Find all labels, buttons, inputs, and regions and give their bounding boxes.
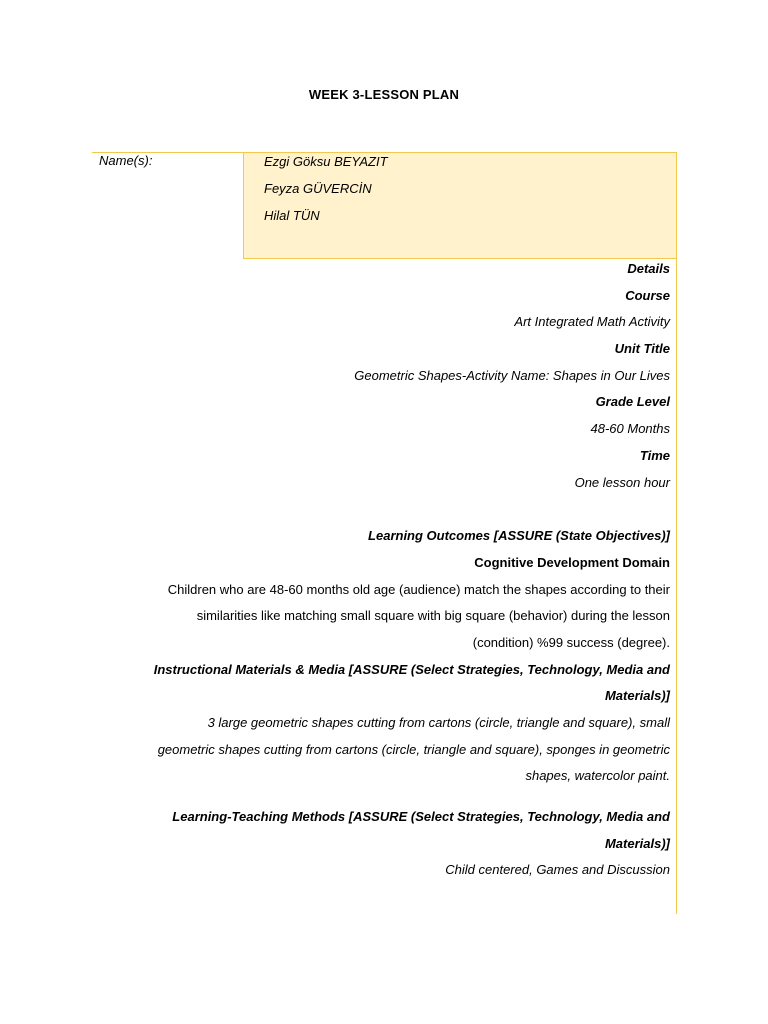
name-item: Ezgi Göksu BEYAZIT (264, 154, 388, 169)
name-item: Feyza GÜVERCİN (264, 181, 372, 196)
details-heading: Details (627, 261, 670, 276)
materials-line: geometric shapes cutting from cartons (circle, triangle and square), sponges in geometric (157, 741, 670, 757)
methods-value: Child centered, Games and Discussion (445, 862, 670, 878)
materials-heading-line: Instructional Materials & Media [ASSURE (Select Strategies, Technology, Media and (153, 661, 670, 677)
name-item: Hilal TÜN (264, 208, 320, 223)
spacer (100, 499, 670, 526)
objective-line: Children who are 48-60 months old age (audience) match the shapes according to their (167, 581, 670, 597)
cognitive-domain-heading: Cognitive Development Domain (474, 554, 670, 570)
names-cell (243, 152, 677, 259)
objective-line: (condition) %99 success (degree). (472, 634, 670, 650)
materials-line: 3 large geometric shapes cutting from cartons (circle, triangle and square), small (207, 715, 670, 730)
document-title: WEEK 3-LESSON PLAN (308, 87, 460, 102)
names-label: Name(s): (99, 153, 153, 168)
grade-level-label: Grade Level (595, 394, 670, 410)
names-label-cell (92, 152, 242, 259)
materials-line: shapes, watercolor paint. (525, 768, 670, 784)
grade-level-value: 48-60 Months (590, 421, 670, 437)
time-label: Time (639, 447, 670, 463)
materials-heading-line: Materials)] (604, 688, 670, 704)
unit-title-label: Unit Title (614, 341, 670, 357)
course-value: Art Integrated Math Activity (514, 314, 670, 330)
time-value: One lesson hour (574, 474, 670, 490)
course-label: Course (625, 287, 670, 303)
objective-line: similarities like matching small square with big square (behavior) during the lesson (196, 608, 670, 624)
spacer (100, 793, 670, 807)
table-right-border (676, 259, 677, 914)
learning-outcomes-heading: Learning Outcomes [ASSURE (State Objectives)] (368, 528, 670, 544)
methods-heading-line: Learning-Teaching Methods [ASSURE (Select Strategies, Technology, Media and (172, 809, 670, 825)
methods-heading-line: Materials)] (604, 835, 670, 851)
lesson-details (100, 259, 670, 887)
unit-title-value: Geometric Shapes-Activity Name: Shapes in Our Lives (354, 367, 670, 383)
